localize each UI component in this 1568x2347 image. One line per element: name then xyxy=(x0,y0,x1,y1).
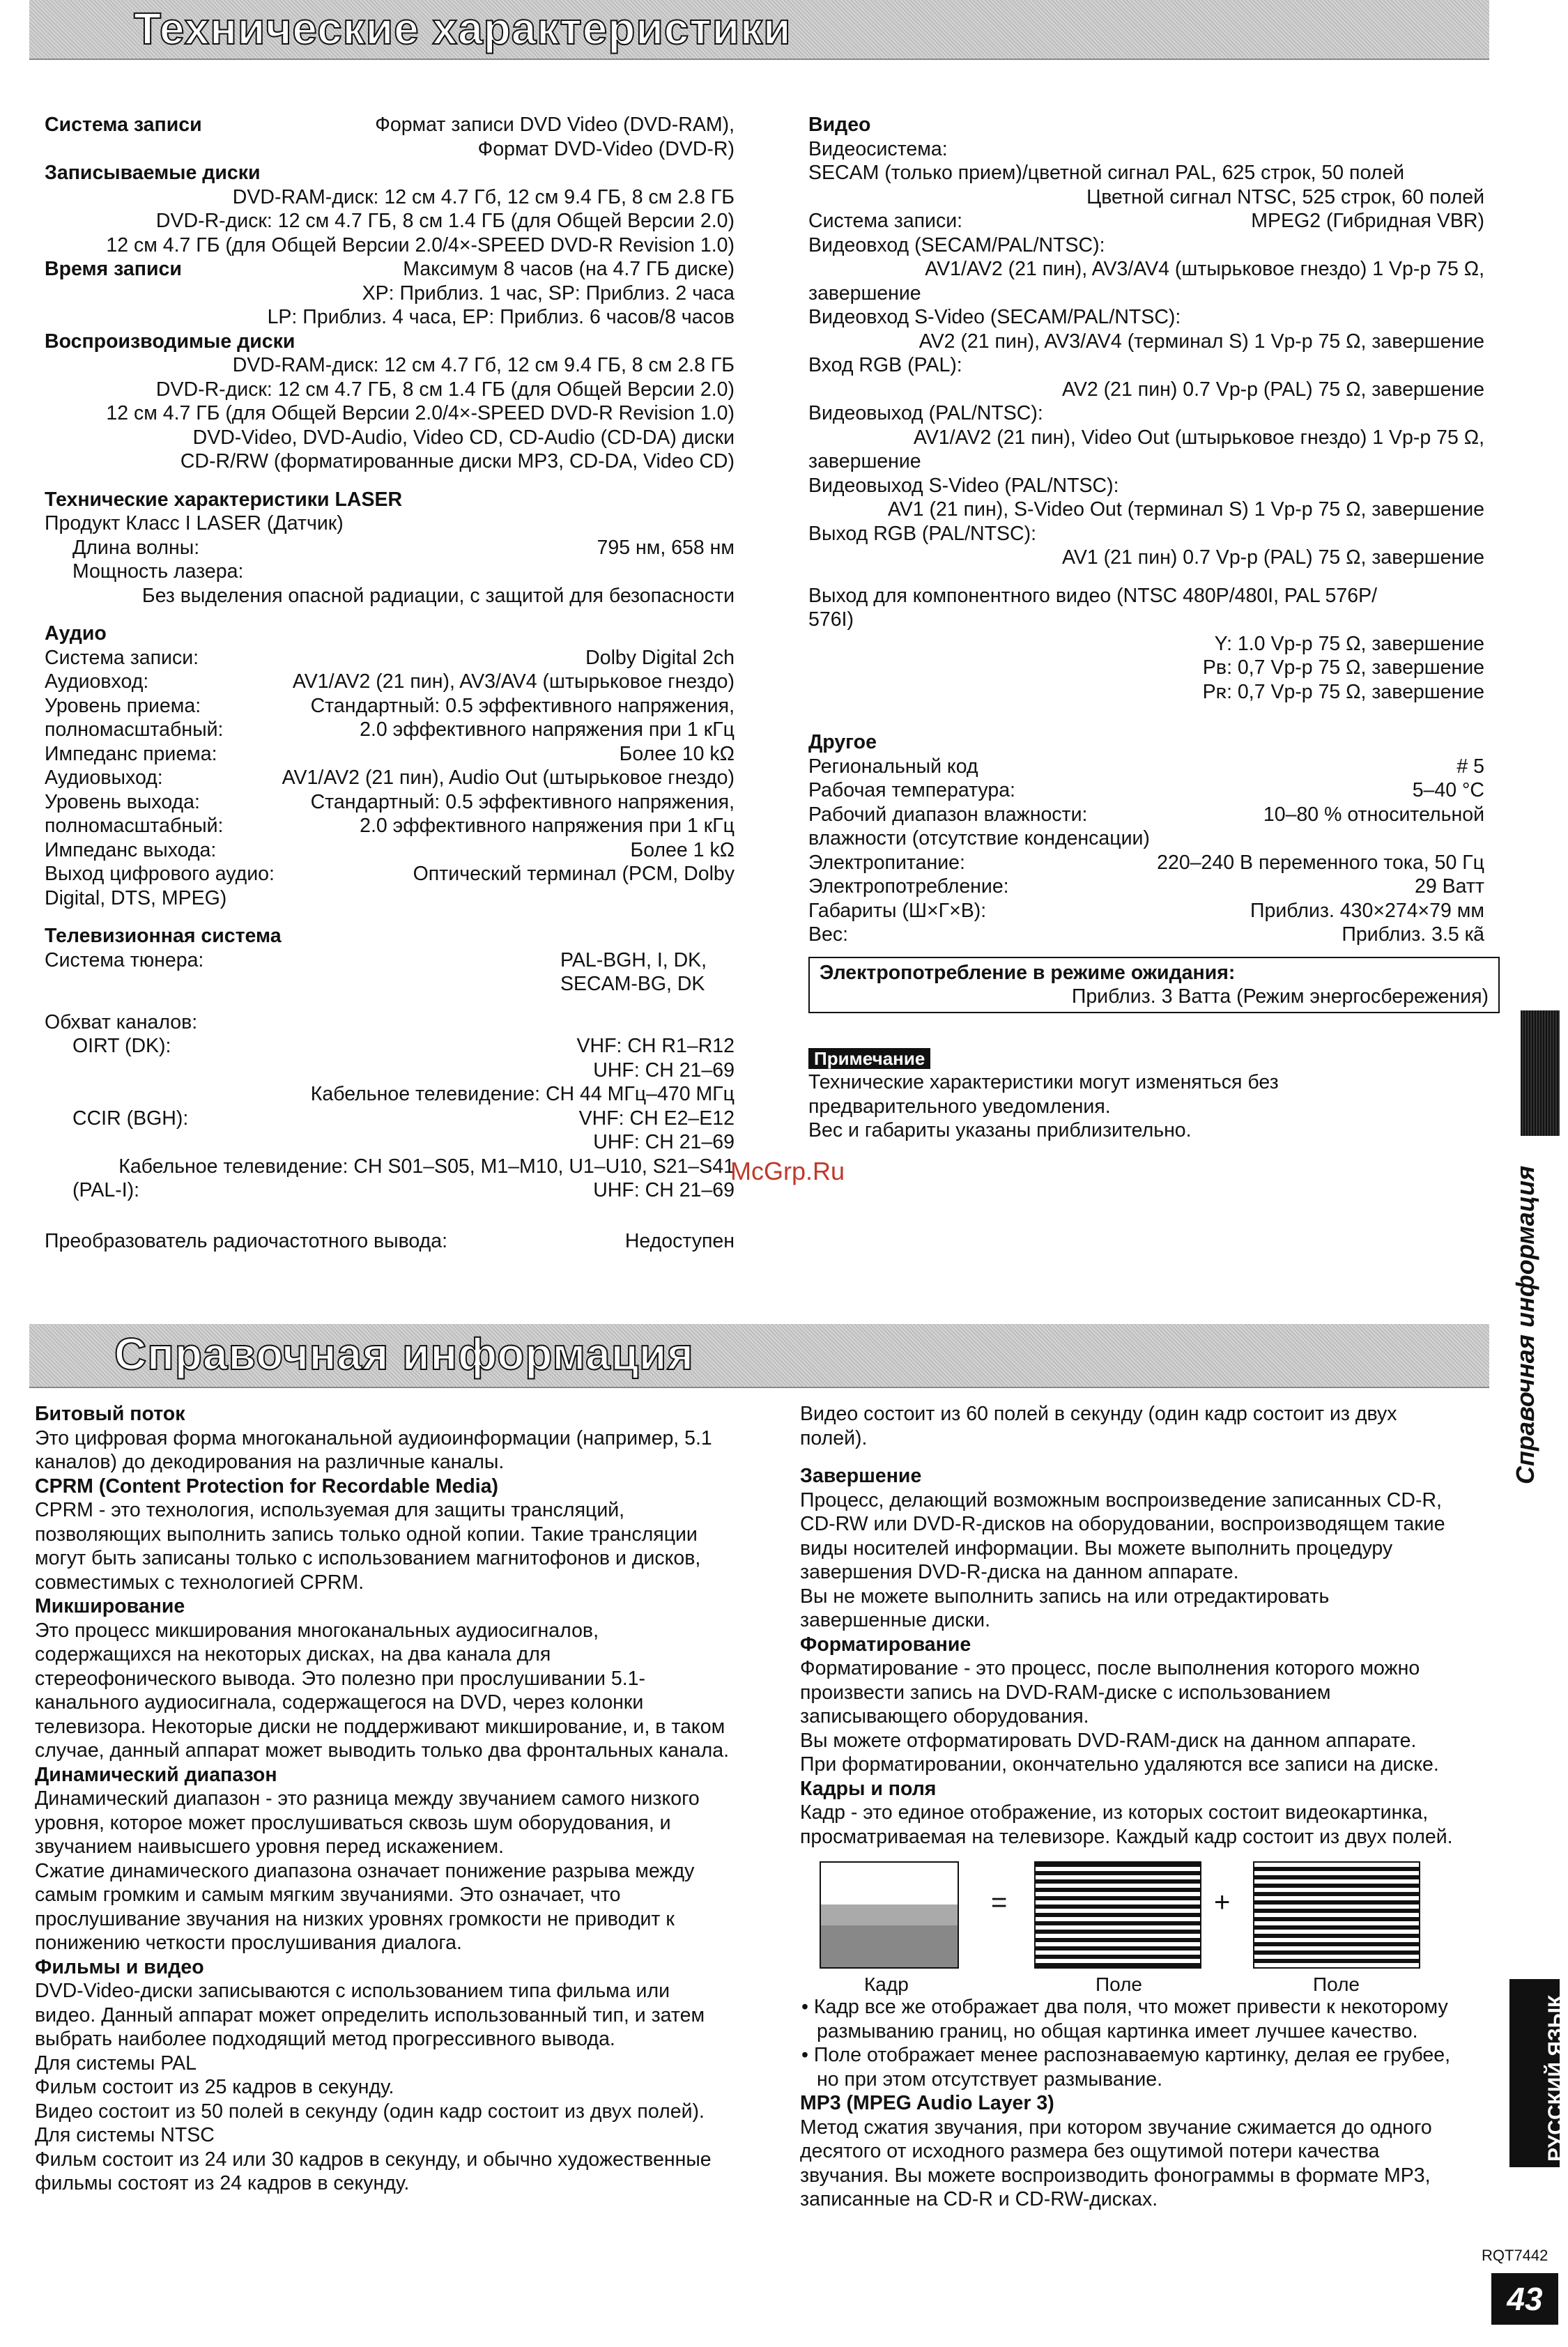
value: LP: Приблиз. 4 часа, EP: Приблиз. 6 часов/8 часов xyxy=(267,306,735,328)
label: Уровень выхода: xyxy=(45,790,200,813)
value: Приблиз. 3 Ватта (Режим энергосбережения) xyxy=(1071,985,1489,1008)
label: Система записи xyxy=(45,114,202,136)
label: Длина волны: xyxy=(72,536,200,559)
value: Оптический терминал (PCM, Dolby xyxy=(413,863,735,885)
value: XP: Приблиз. 1 час, SP: Приблиз. 2 часа xyxy=(362,282,735,305)
label: Аудиовход: xyxy=(45,670,149,693)
label: Система записи: xyxy=(45,646,199,669)
value: UHF: CH 21–69 xyxy=(593,1179,735,1201)
heading: Фильмы и видео xyxy=(35,1955,204,1978)
field-picture-1 xyxy=(1034,1861,1201,1969)
spec-right-column xyxy=(808,113,1489,1143)
label: 576I) xyxy=(808,608,854,631)
heading: CPRM (Content Protection for Recordable Media) xyxy=(35,1475,499,1498)
language-label: РУССКИЙ ЯЗЫК xyxy=(1544,1994,1567,2162)
value: Более 10 kΩ xyxy=(619,742,735,765)
value: Кабельное телевидение: CH S01–S05, M1–M10, U1–U10, S21–S41 xyxy=(118,1155,735,1178)
heading: Технические характеристики LASER xyxy=(45,488,403,511)
standby-power-box xyxy=(808,957,1500,1013)
paragraph: Видео состоит из 60 полей в секунду (один кадр состоит из двух полей). xyxy=(800,1403,1397,1449)
paragraph: Для системы NTSC xyxy=(35,2124,215,2146)
value: Digital, DTS, MPEG) xyxy=(45,886,227,909)
label: Электропитание: xyxy=(808,851,965,874)
heading: Форматирование xyxy=(800,1633,971,1656)
value: 5–40 °C xyxy=(1412,779,1484,801)
label: Вход RGB (PAL): xyxy=(808,354,962,376)
paragraph: CPRM - это технология, используемая для защиты трансляций, позволяющих выполнить запись только одной копии. Такие трансляции могут быть записаны только с использованием магнитофонов и дисков, совместимых с технологией CPRM. xyxy=(35,1499,701,1594)
value: VHF: CH E2–E12 xyxy=(578,1107,735,1130)
value: Максимум 8 часов (на 4.7 ГБ диске) xyxy=(403,258,735,280)
heading: Электропотребление в режиме ожидания: xyxy=(820,961,1236,984)
bullet-text: Поле отображает менее распознаваемую картинку, делая ее грубее, но при этом отсутствует размывание. xyxy=(813,2044,1450,2091)
value: влажности (отсутствие конденсации) xyxy=(808,827,1150,849)
value: 2.0 эффективного напряжения при 1 кГц xyxy=(360,718,735,741)
value: Pʀ: 0,7 Vp-p 75 Ω, завершение xyxy=(1202,680,1484,703)
page-number: 43 xyxy=(1491,2273,1558,2325)
frames-fields-diagram xyxy=(800,1856,1455,1995)
reference-right-column xyxy=(800,1402,1455,2212)
paragraph: Видео состоит из 50 полей в секунду (один кадр состоит из двух полей). xyxy=(35,2100,705,2123)
reference-title: Справочная информация xyxy=(114,1329,694,1379)
value: PAL-BGH, I, DK, xyxy=(560,948,707,971)
caption-field: Поле xyxy=(1096,1973,1142,1995)
heading: Телевизионная система xyxy=(45,925,282,947)
value: AV1/AV2 (21 пин), Audio Out (штырьковое гнездо) xyxy=(282,767,735,789)
side-section-label: Справочная информация xyxy=(1511,1165,1539,1484)
paragraph: Процесс, делающий возможным воспроизведение записанных CD-R, CD-RW или DVD-R-дисков на оборудовании, воспроизводящем такие виды носителей информации. Вы можете выполнить процедуру завершения DVD-R-диска на данном аппарате. xyxy=(800,1488,1445,1583)
value: AV1 (21 пин) 0.7 Vp-p (PAL) 75 Ω, завершение xyxy=(1061,546,1484,569)
value: DVD-Video, DVD-Audio, Video CD, CD-Audio (CD-DA) диски xyxy=(192,426,735,449)
specs-title-banner xyxy=(29,0,1489,60)
label: Система тюнера: xyxy=(45,948,204,971)
value: CD-R/RW (форматированные диски MP3, CD-DA, Video CD) xyxy=(180,450,735,472)
value: 10–80 % относительной xyxy=(1263,803,1484,826)
frame-picture xyxy=(820,1861,959,1969)
value: Стандартный: 0.5 эффективного напряжения, xyxy=(310,790,735,813)
value: Pʙ: 0,7 Vp-p 75 Ω, завершение xyxy=(1202,656,1484,679)
value: Приблиз. 3.5 кã xyxy=(1342,923,1484,946)
label: Видеосистема: xyxy=(808,137,948,160)
bullet-item: • Поле отображает менее распознаваемую картинку, делая ее грубее, но при этом отсутствует размывание. xyxy=(801,2044,1450,2091)
value: UHF: CH 21–69 xyxy=(593,1059,735,1082)
value: UHF: CH 21–69 xyxy=(593,1131,735,1153)
heading: Другое xyxy=(808,731,877,753)
note-text: предварительного уведомления. xyxy=(808,1095,1111,1118)
paragraph: Это процесс микширования многоканальных аудиосигналов, содержащихся на некоторых дисках, на два канала для стереофонического вывода. Это полезно при прослушивании 5.1-канального аудиосигнала, содержащегося на DVD, через колонки телевизора. Некоторые диски не поддерживают микширование, и, в таком случае, данный аппарат может выводить только два фронтальных канала. xyxy=(35,1619,729,1762)
value: 795 нм, 658 нм xyxy=(597,536,735,559)
equals-sign: = xyxy=(991,1887,1008,1918)
label: CCIR (BGH): xyxy=(72,1107,189,1130)
field-picture-2 xyxy=(1253,1861,1420,1969)
label: Рабочая температура: xyxy=(808,779,1015,801)
label: Импеданс выхода: xyxy=(45,838,217,861)
label: Выход цифрового аудио: xyxy=(45,863,275,885)
label: Видеовход (SECAM/PAL/NTSC): xyxy=(808,233,1105,256)
label: Электропотребление: xyxy=(808,875,1009,898)
note-text: Вес и габариты указаны приблизительно. xyxy=(808,1119,1192,1141)
label: OIRT (DK): xyxy=(72,1035,171,1057)
text: Продукт Класс I LASER (Датчик) xyxy=(45,512,344,534)
value: Стандартный: 0.5 эффективного напряжения, xyxy=(310,694,735,717)
value: Без выделения опасной радиации, с защитой для безопасности xyxy=(141,584,735,607)
paragraph: Вы можете отформатировать DVD-RAM-диск на данном аппарате. При форматировании, окончательно удаляются все записи на диске. xyxy=(800,1729,1439,1776)
heading: MP3 (MPEG Audio Layer 3) xyxy=(800,2092,1054,2114)
paragraph: Фильм состоит из 24 или 30 кадров в секунду, и обычно художественные фильмы состоят из 24 кадров в секунду. xyxy=(35,2148,712,2194)
label: Выход RGB (PAL/NTSC): xyxy=(808,522,1037,545)
label: Видеовыход (PAL/NTSC): xyxy=(808,402,1043,424)
paragraph: Это цифровая форма многоканальной аудиоинформации (например, 5.1 каналов) до декодирования на различные каналы. xyxy=(35,1426,712,1473)
label: полномасштабный: xyxy=(45,718,224,741)
reference-left-column xyxy=(35,1402,732,2196)
spec-left-column xyxy=(45,113,735,1253)
heading: Динамический диапазон xyxy=(35,1763,277,1786)
note-tag: Примечание xyxy=(808,1048,930,1069)
heading: Завершение xyxy=(800,1465,922,1487)
value: DVD-R-диск: 12 см 4.7 ГБ, 8 см 1.4 ГБ (для Общей Версии 2.0) xyxy=(155,378,735,401)
heading: Видео xyxy=(808,114,871,136)
value: DVD-R-диск: 12 см 4.7 ГБ, 8 см 1.4 ГБ (для Общей Версии 2.0) xyxy=(155,210,735,232)
label: Видеовыход S-Video (PAL/NTSC): xyxy=(808,474,1119,497)
paragraph: Вы не можете выполнить запись на или отредактировать завершенные диски. xyxy=(800,1585,1330,1631)
heading: Аудио xyxy=(45,622,107,645)
paragraph: Кадр - это единое отображение, из которых состоит видеокартинка, просматриваемая на телевизоре. Каждый кадр состоит из двух полей. xyxy=(800,1801,1453,1848)
value: Цветной сигнал NTSC, 525 строк, 60 полей xyxy=(1086,185,1484,208)
value: DVD-RAM-диск: 12 см 4.7 Гб, 12 см 9.4 ГБ, 8 см 2.8 ГБ xyxy=(232,354,735,376)
label: (PAL-I): xyxy=(72,1179,140,1201)
label: Видеовход S-Video (SECAM/PAL/NTSC): xyxy=(808,306,1181,328)
paragraph: Сжатие динамического диапазона означает понижение разрыва между самым громким и самым мягким звучаниями. Это означает, что прослушивание звучания на низких уровнях громкости не приводит к понижению четкости прослушивания диалога. xyxy=(35,1859,695,1954)
value: AV2 (21 пин) 0.7 Vp-p (PAL) 75 Ω, завершение xyxy=(1061,378,1484,401)
value: AV1/AV2 (21 пин), Video Out (штырьковое гнездо) 1 Vp-p 75 Ω, xyxy=(913,426,1484,449)
paragraph: Для системы PAL xyxy=(35,2052,197,2075)
model-code: RQT7442 xyxy=(1482,2247,1548,2264)
value: SECAM-BG, DK xyxy=(560,973,705,995)
value: Недоступен xyxy=(624,1229,735,1252)
value: AV1/AV2 (21 пин), AV3/AV4 (штырьковое гнездо) xyxy=(292,670,735,693)
value: MPEG2 (Гибридная VBR) xyxy=(1251,210,1484,232)
value: AV1/AV2 (21 пин), AV3/AV4 (штырьковое гнездо) 1 Vp-p 75 Ω, xyxy=(925,258,1484,280)
value: 29 Ватт xyxy=(1415,875,1484,898)
value: завершение xyxy=(808,450,921,472)
paragraph: Фильм состоит из 25 кадров в секунду. xyxy=(35,2076,394,2098)
watermark: McGrp.Ru xyxy=(730,1157,845,1185)
label: Выход для компонентного видео (NTSC 480P/480I, PAL 576P/ xyxy=(808,584,1378,607)
label: Мощность лазера: xyxy=(72,560,244,583)
section-thumb-tab xyxy=(1521,1010,1560,1136)
value: 2.0 эффективного напряжения при 1 кГц xyxy=(360,815,735,837)
label: Обхват каналов: xyxy=(45,1010,198,1033)
value: VHF: CH R1–R12 xyxy=(576,1035,735,1057)
value: SECAM (только прием)/цветной сигнал PAL, 625 строк, 50 полей xyxy=(808,162,1405,184)
reference-title-banner xyxy=(29,1324,1489,1388)
value: Y: 1.0 Vp-p 75 Ω, завершение xyxy=(1214,632,1484,655)
specs-title: Технические характеристики xyxy=(134,3,792,54)
plus-sign: + xyxy=(1214,1887,1231,1918)
heading: Микширование xyxy=(35,1595,185,1617)
value: AV1 (21 пин), S-Video Out (терминал S) 1 Vp-p 75 Ω, завершение xyxy=(887,498,1484,521)
heading: Кадры и поля xyxy=(800,1777,937,1800)
label: Рабочий диапазон влажности: xyxy=(808,803,1088,826)
label: Региональный код xyxy=(808,755,978,778)
value: DVD-RAM-диск: 12 см 4.7 Гб, 12 см 9.4 ГБ, 8 см 2.8 ГБ xyxy=(232,185,735,208)
value: Формат записи DVD Video (DVD-RAM), xyxy=(375,114,735,136)
paragraph: DVD-Video-диски записываются с использованием типа фильма или видео. Данный аппарат может определить использованный тип, и затем выбрать наиболее подходящий метод прогрессивного вывода. xyxy=(35,1980,705,2050)
value: 220–240 В переменного тока, 50 Гц xyxy=(1157,851,1484,874)
label: Аудиовыход: xyxy=(45,767,163,789)
label: Импеданс приема: xyxy=(45,742,217,765)
bullet-item: • Кадр все же отображает два поля, что может привести к некоторому размыванию границ, но общая картинка имеет лучшее качество. xyxy=(801,1996,1448,2042)
paragraph: Форматирование - это процесс, после выполнения которого можно произвести запись на DVD-RAM-диске с использованием записывающего оборудования. xyxy=(800,1657,1420,1727)
heading: Записываемые диски xyxy=(45,162,261,184)
label: Вес: xyxy=(808,923,849,946)
caption-frame: Кадр xyxy=(864,1973,909,1995)
value: 12 см 4.7 ГБ (для Общей Версии 2.0/4×-SPEED DVD-R Revision 1.0) xyxy=(106,402,735,424)
value: AV2 (21 пин), AV3/AV4 (терминал S) 1 Vp-p 75 Ω, завершение xyxy=(918,330,1484,353)
value: # 5 xyxy=(1456,755,1484,778)
value: 12 см 4.7 ГБ (для Общей Версии 2.0/4×-SPEED DVD-R Revision 1.0) xyxy=(106,233,735,256)
label: Габариты (Ш×Г×В): xyxy=(808,899,987,922)
heading: Битовый поток xyxy=(35,1403,185,1425)
heading: Воспроизводимые диски xyxy=(45,330,295,353)
bullet-text: Кадр все же отображает два поля, что может привести к некоторому размыванию границ, но общая картинка имеет лучшее качество. xyxy=(813,1996,1448,2042)
label: Уровень приема: xyxy=(45,694,201,717)
value: Более 1 kΩ xyxy=(630,838,735,861)
value: Приблиз. 430×274×79 мм xyxy=(1250,899,1484,922)
value: Формат DVD-Video (DVD-R) xyxy=(477,137,735,160)
value: Dolby Digital 2ch xyxy=(585,646,735,669)
paragraph: Динамический диапазон - это разница между звучанием самого низкого уровня, которое может прослушиваться сквозь шум оборудования, и звучанием наивысшего уровня перед искажением. xyxy=(35,1787,700,1858)
note-text: Технические характеристики могут изменяться без xyxy=(808,1071,1279,1093)
label: Система записи: xyxy=(808,210,963,232)
paragraph: Метод сжатия звучания, при котором звучание сжимается до одного десятого от исходного размера без ощутимой потери качества звучания. Вы можете воспроизводить фонограммы в формате MP3, записанные на CD-R и CD-RW-дисках. xyxy=(800,2116,1432,2210)
label: полномасштабный: xyxy=(45,815,224,837)
label: Время записи xyxy=(45,258,182,280)
value: завершение xyxy=(808,282,921,305)
language-tab xyxy=(1509,1979,1567,2167)
caption-field: Поле xyxy=(1313,1973,1360,1995)
label: Преобразователь радиочастотного вывода: xyxy=(45,1229,448,1252)
value: Кабельное телевидение: CH 44 МГц–470 МГц xyxy=(310,1083,735,1105)
